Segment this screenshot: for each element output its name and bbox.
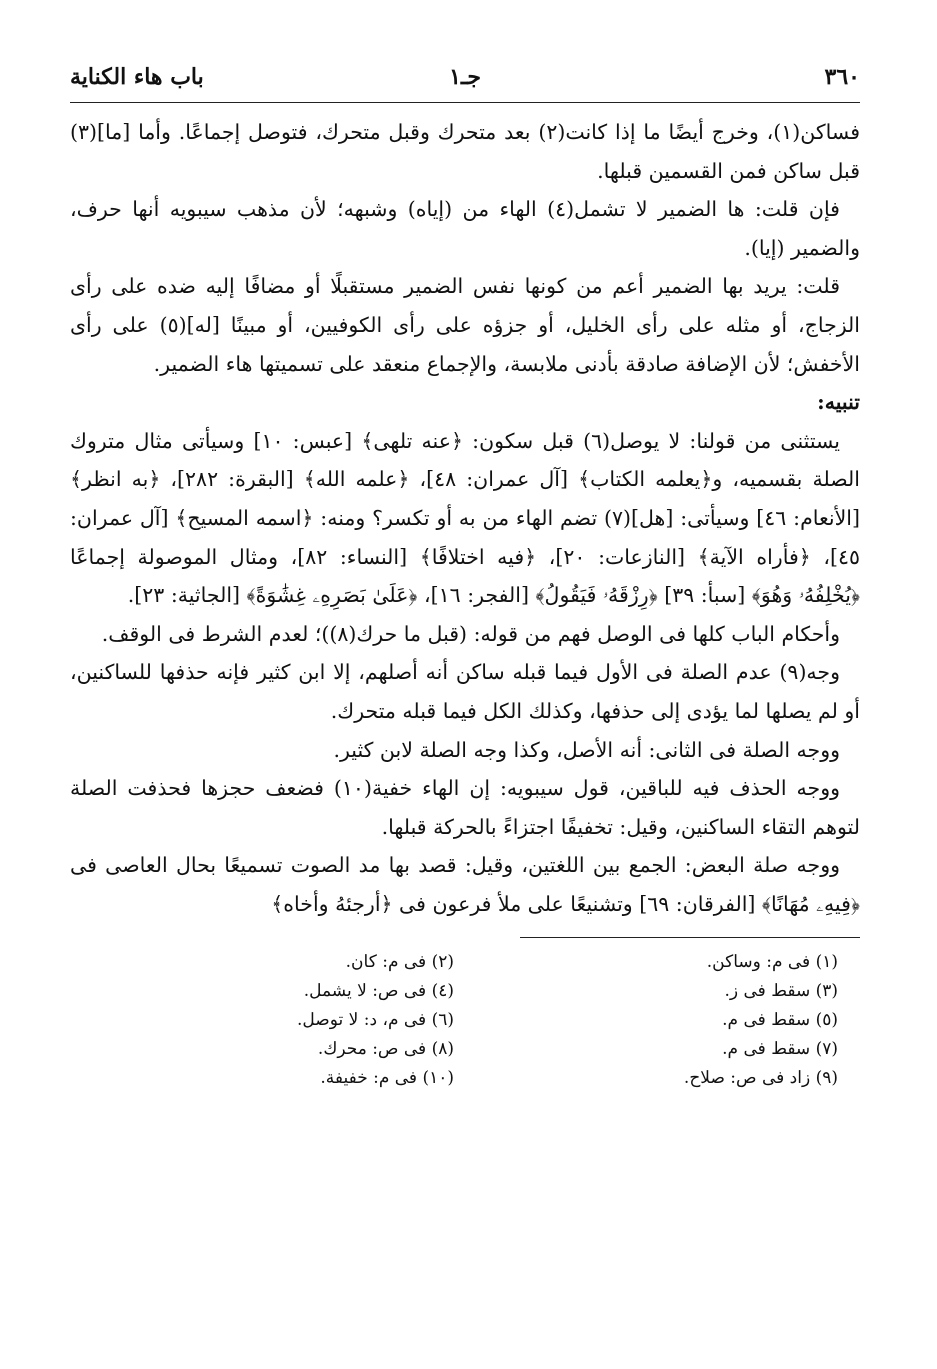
footnote: (٢) فى م: كان. (345, 952, 454, 973)
footnote: (٤) فى ص: لا يشمل. (303, 981, 454, 1002)
paragraph: ووجه الصلة فى الثانى: أنه الأصل، وكذا وجه الصلة لابن كثير. (333, 737, 840, 762)
paragraph: ووجه الحذف فيه للباقين، قول سيبويه: إن الهاء خفية(١٠) فضعف حجزها فحذفت الصلة لتوهم التقاء الساكنين، وقيل: تخفيفًا اجتزاءً بالحركة قبلها. (70, 776, 860, 839)
footnote-rule (520, 937, 860, 938)
header-rule (70, 102, 860, 103)
main-text (70, 113, 860, 923)
footnote: (٩) زاد فى ص: صلاح. (683, 1068, 838, 1089)
footnote: (٥) سقط فى م. (722, 1010, 838, 1031)
footnotes (70, 948, 860, 1093)
chapter-title: باب هاء الكناية (70, 64, 204, 90)
paragraph: وأحكام الباب كلها فى الوصل فهم من قوله: (قبل ما حرك(٨))؛ لعدم الشرط فى الوقف. (101, 621, 840, 646)
footnote: (٣) سقط فى ز. (724, 981, 838, 1002)
paragraph: ووجه صلة البعض: الجمع بين اللغتين، وقيل: قصد بها مد الصوت تسميعًا بحال العاصى فى ﴿فِيهِۦ مُهَانًا﴾ [الفرقان: ٦٩] وتشنيعًا على ملأ فرعون فى ﴿أرجئهُ وأخاه﴾ (70, 853, 860, 916)
paragraph: فساكن(١)، وخرج أيضًا ما إذا كانت(٢) بعد متحرك وقبل متحرك، فتوصل إجماعًا. وأما [ما](٣) قبل ساكن فمن القسمين قبلها. (70, 120, 860, 183)
paragraph: فإن قلت: ها الضمير لا تشمل(٤) الهاء من (إياه) وشبهه؛ لأن مذهب سيبويه أنها حرف، والضمير (إيا). (70, 197, 860, 260)
paragraph: قلت: يريد بها الضمير أعم من كونها نفس الضمير مستقبلًا أو مضافًا إليه ضده على رأى الزجاج، أو مثله على رأى الخليل، أو جزؤه على رأى الكوفيين، أو مبينًا [له](٥) على رأى الأخفش؛ لأن الإضافة صادقة بأدنى ملابسة، والإجماع منعقد على تسميتها هاء الضمير. (70, 274, 860, 376)
footnote: (٨) فى ص: محرك. (317, 1039, 454, 1060)
running-header (70, 60, 860, 96)
footnote: (٦) فى م، د: لا توصل. (297, 1010, 454, 1031)
section-heading: تنبيه: (817, 390, 860, 415)
footnote: (١٠) فى م: خفيفة. (320, 1068, 454, 1089)
footnote: (٧) سقط فى م. (722, 1039, 838, 1060)
paragraph: يستثنى من قولنا: لا يوصل(٦) قبل سكون: ﴿عنه تلهى﴾ [عبس: ١٠] وسيأتى مثال متروك الصلة بقسميه، و﴿يعلمه الكتاب﴾ [آل عمران: ٤٨]، ﴿علمه الله﴾ [البقرة: ٢٨٢]، ﴿به انظر﴾ [الأنعام: ٤٦] وسيأتى: [هل](٧) تضم الهاء من به أو تكسر؟ ومنه: ﴿اسمه المسيح﴾ [آل عمران: ٤٥]، ﴿فأراه الآية﴾ [النازعات: ٢٠]، ﴿فيه اختلافًا﴾ [النساء: ٨٢]، ومثال الموصولة إجماعًا ﴿يُخْلِفُهُۥ وَهُوَ﴾ [سبأ: ٣٩] ﴿رِزْقَهُۥ فَيَقُولُ﴾ [الفجر: ١٦]، ﴿عَلَىٰ بَصَرِهِۦ غِشَٰوَةً﴾ [الجاثية: ٢٣]. (70, 428, 861, 608)
paragraph: وجه(٩) عدم الصلة فى الأول فيما قبله ساكن أنه أصلهم، إلا ابن كثير فإنه حذفها للساكنين، أو لم يصلها لما يؤدى إلى حذفها، وكذلك الكل فيما قبله متحرك. (70, 660, 860, 723)
volume-number: جـ١ (449, 64, 481, 90)
page-number: ٣٦٠ (824, 64, 860, 90)
footnote: (١) فى م: وساكن. (706, 952, 838, 973)
book-page (70, 60, 860, 1093)
